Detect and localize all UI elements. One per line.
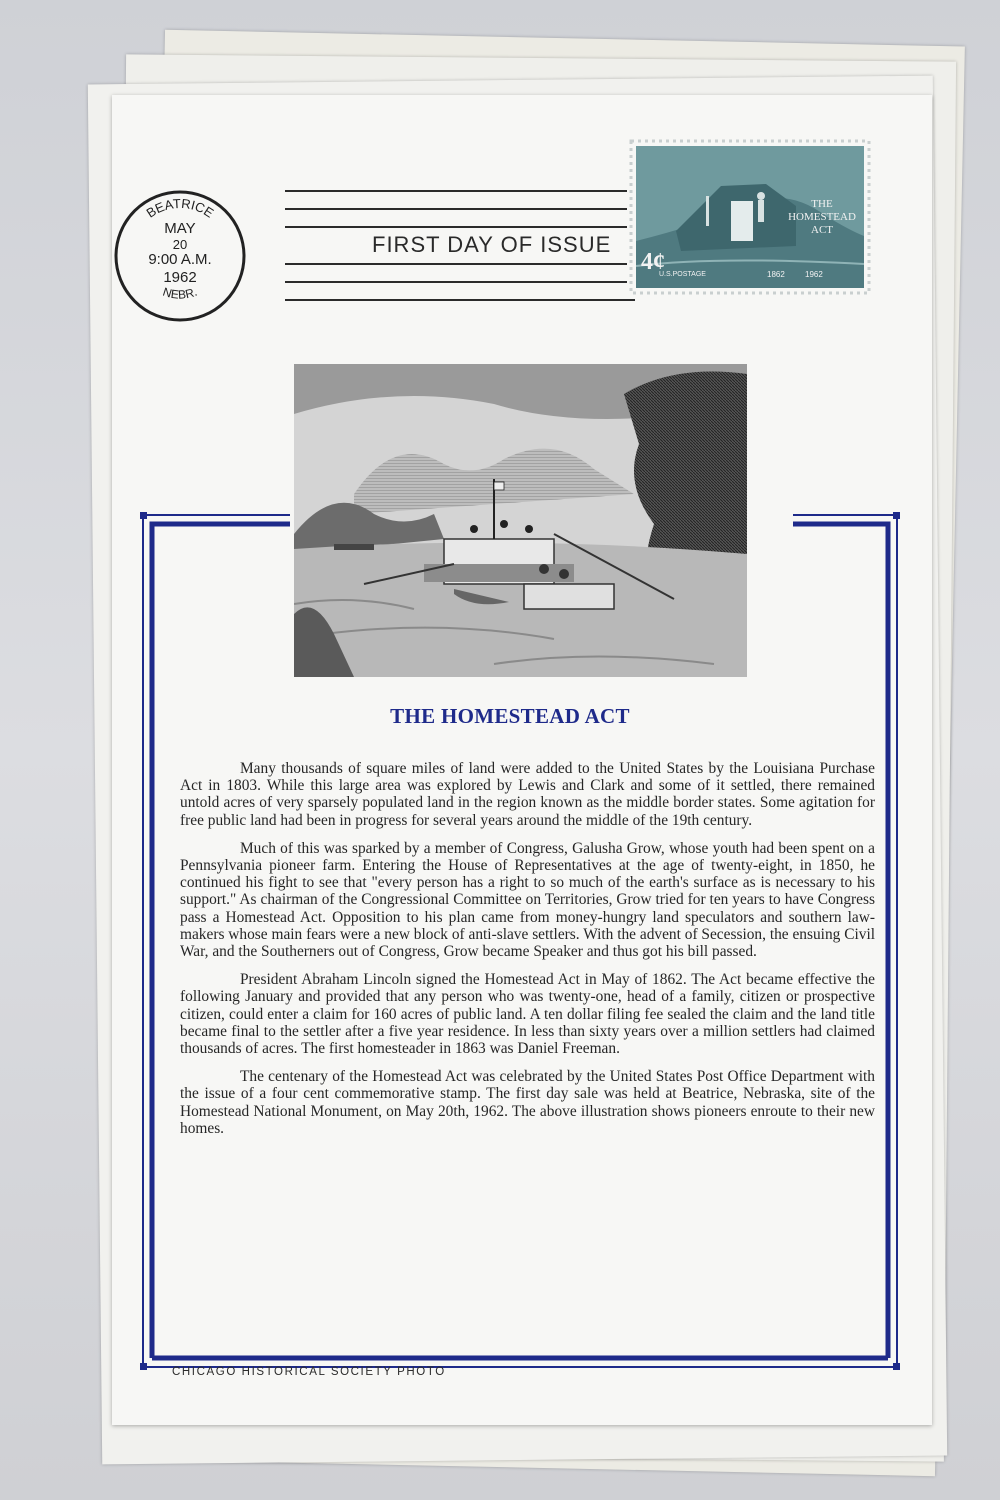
svg-text:BEATRICE (144, 196, 217, 221)
stamp-years: 1862 1962 (767, 270, 823, 279)
homestead-act-stamp (627, 137, 873, 297)
stamp-value: 4¢ (641, 249, 665, 275)
stamp-postage-text: U.S.POSTAGE (659, 271, 706, 278)
postmark-day: 20 (172, 237, 188, 252)
svg-text:NEBR. (161, 285, 199, 302)
postmark-time: 9:00 A.M. (148, 251, 212, 268)
stamp-title-line2: HOMESTEAD (788, 211, 856, 223)
stamp-title (782, 198, 862, 237)
document-title: THE HOMESTEAD ACT (390, 704, 630, 728)
first-day-of-issue-label: FIRST DAY OF ISSUE (368, 232, 615, 258)
paragraph-1: Many thousands of square miles of land were added to the United States by the Louisiana Purchase Act in 1803. While this large area was explored by Lewis and Clark and some of it settled, there remained untold acres of very sparsely populated land in the region known as the middle border states. Some agitation for free public land had been in progress for several years around the middle of the 19th century. (180, 760, 875, 829)
postmark-state: NEBR. (161, 284, 199, 302)
postmark-city: BEATRICE (143, 195, 217, 221)
paragraph-2: Much of this was sparked by a member of Congress, Galusha Grow, whose youth had been spent on a Pennsylvania pioneer farm. Entering the House of Representatives at the age of twenty-eight, in 1850, he continued his fight to see that "every person has a right to so much of the earth's surface as is necessary to his support." As chairman of the Congressional Committee on Territories, Grow tried for ten years to have Congress pass a Homestead Act. Opposition to his plan came from money-hungry land speculators and southern law-makers whose main fears were a new block of anti-slave settlers. With the advent of Secession, the ensuing Civil War, and the Southerners out of Congress, Grow became Speaker and thus got his bill passed. (180, 839, 875, 961)
photo-credit: CHICAGO HISTORICAL SOCIETY PHOTO (172, 1366, 446, 1378)
stamp-title-line1: THE (811, 198, 833, 210)
postmark (112, 188, 248, 324)
document-body (180, 760, 875, 1148)
paragraph-3: President Abraham Lincoln signed the Homestead Act in May of 1862. The Act became effective the following January and provided that any person who was twenty-one, head of a family, citizen or prospective citizen, could enter a claim for 160 acres of public land. A ten dollar filing fee sealed the claim and the land title became final to the settler after a five year residence. In less than sixty years over a million settlers had claimed thousands of acres. The first homesteader in 1863 was Daniel Freeman. (180, 971, 875, 1058)
stamp-design (636, 146, 864, 288)
stamp-title-line3: ACT (811, 224, 833, 236)
postmark-month: MAY (164, 220, 196, 237)
postmark-year: 1962 (163, 269, 197, 286)
paragraph-4: The centenary of the Homestead Act was celebrated by the United States Post Office Department with the issue of a four cent commemorative stamp. The first day sale was held at Beatrice, Nebraska, site of the Homestead National Monument, on May 20th, 1962. The above illustration shows pioneers enroute to their new homes. (180, 1068, 875, 1137)
